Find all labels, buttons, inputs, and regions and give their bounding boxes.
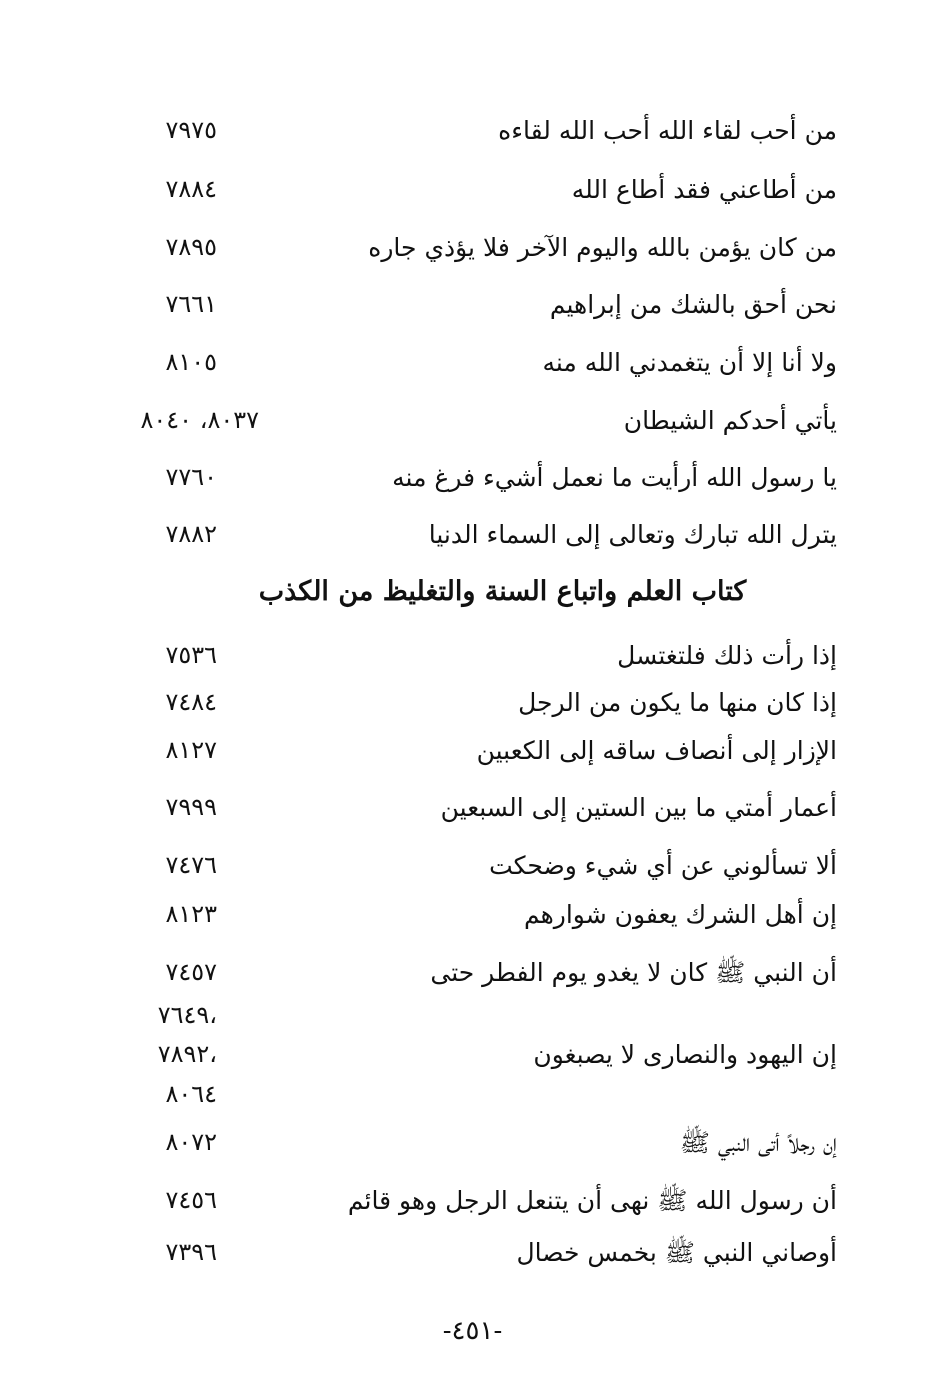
hadith-text: إذا كان منها ما يكون من الرجل	[518, 688, 837, 717]
hadith-number: ٨١٢٣	[165, 900, 217, 928]
hadith-number: ٧٩٩٩	[165, 793, 217, 821]
hadith-text: أوصاني النبي ﷺ بخمس خصال	[516, 1238, 837, 1267]
hadith-text: أعمار أمتي ما بين الستين إلى السبعين	[440, 793, 837, 822]
hadith-text: الإزار إلى أنصاف ساقه إلى الكعبين	[476, 736, 837, 765]
section-heading: كتاب العلم واتباع السنة والتغليظ من الكذب	[258, 576, 747, 607]
page-number: -٤٥١-	[442, 1316, 503, 1346]
hadith-text: إن أهل الشرك يعفون شوارهم	[523, 900, 837, 929]
hadith-number: ٨٠٦٤	[165, 1080, 217, 1108]
hadith-number: ٧٣٩٦	[165, 1238, 217, 1266]
hadith-text: إذا رأت ذلك فلتغتسل	[617, 641, 837, 670]
hadith-number: ٧٥٣٦	[165, 641, 217, 669]
hadith-number: ٧٨٩٥	[165, 233, 217, 261]
hadith-number: ٨٠٣٧، ٨٠٤٠	[140, 406, 259, 434]
hadith-number: ٧٧٦٠	[165, 463, 217, 491]
hadith-number: ٧٤٥٦	[165, 1186, 217, 1214]
hadith-number: ،٧٦٤٩	[157, 1001, 217, 1029]
hadith-number: ٧٦٦١	[165, 290, 217, 318]
hadith-text: يأتي أحدكم الشيطان	[623, 406, 837, 435]
hadith-text: من أحب لقاء الله أحب الله لقاءه	[498, 116, 837, 145]
hadith-number: ٨٠٧٢	[165, 1128, 217, 1156]
hadith-text: يترل الله تبارك وتعالى إلى السماء الدنيا	[428, 520, 837, 549]
hadith-number: ٧٩٧٥	[165, 116, 217, 144]
hadith-number: ٨١٠٥	[165, 348, 217, 376]
hadith-number: ٨١٢٧	[165, 736, 217, 764]
hadith-number: ٧٨٨٤	[165, 175, 217, 203]
hadith-number: ٧٤٥٧	[165, 958, 217, 986]
hadith-text: إن اليهود والنصارى لا يصبغون	[533, 1040, 837, 1069]
hadith-text: من كان يؤمن بالله واليوم الآخر فلا يؤذي جاره	[368, 233, 837, 262]
hadith-text: من أطاعني فقد أطاع الله	[571, 175, 837, 204]
hadith-number: ٧٨٨٢	[165, 520, 217, 548]
hadith-text: أن رسول الله ﷺ نهى أن يتنعل الرجل وهو قائم	[347, 1186, 837, 1215]
hadith-text: يا رسول الله أرأيت ما نعمل أشيء فرغ منه	[392, 463, 837, 492]
hadith-text: إن رجلاً أتى النبي ﷺ	[679, 1128, 837, 1157]
hadith-number: ٧٤٨٤	[165, 688, 217, 716]
hadith-number: ،٧٨٩٢	[157, 1040, 217, 1068]
hadith-text: أن النبي ﷺ كان لا يغدو يوم الفطر حتى	[430, 958, 837, 987]
hadith-text: ولا أنا إلا أن يتغمدني الله منه	[542, 348, 837, 377]
hadith-text: نحن أحق بالشك من إبراهيم	[549, 290, 837, 319]
hadith-number: ٧٤٧٦	[165, 851, 217, 879]
hadith-text: ألا تسألوني عن أي شيء وضحكت	[489, 851, 837, 880]
